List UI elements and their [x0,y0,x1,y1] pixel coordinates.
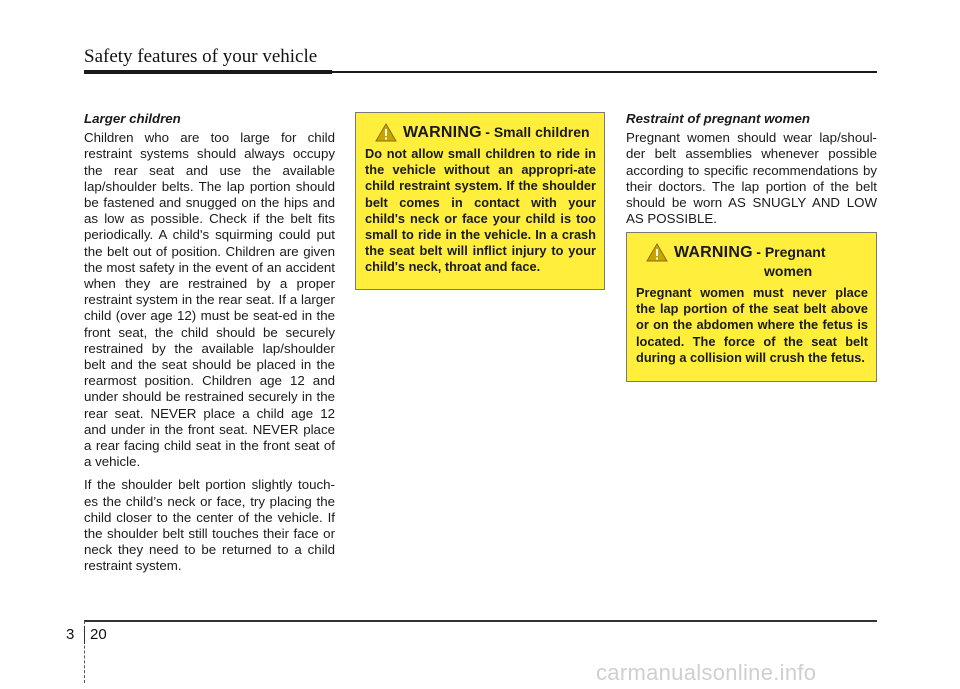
header-rule-thick [84,70,332,74]
warning-label: WARNING [674,244,753,261]
right-column [626,111,877,234]
warning-triangle-icon [375,123,397,142]
page-number: 20 [90,626,107,643]
warning-subtitle-line-1: - Pregnant [756,244,826,260]
larger-children-paragraph-1: Children who are too large for child restraint systems should always occupy the rear seat and use the available lap/shoulder belts. The lap portion should be fastened and snugged on the hips and as low as possible. Check if the belt fits periodically. A child's squirming could put the belt out of position. Children are given the most safety in the event of an accident when they are restrained by a proper restraint system in the rear seat. If a larger child (over age 12) must be seat-ed in the front seat, the child should be securely restrained by the available lap/shoulder belt and the seat should be placed in the rearmost position. Children age 12 and under should be restrained securely in the rear seat. NEVER place a child age 12 and under in the front seat. NEVER place a rear facing child seat in the front seat of a vehicle. [84,130,335,470]
page-title: Safety features of your vehicle [84,46,318,67]
footer-divider [84,626,85,644]
warning-title [646,243,868,281]
pregnant-women-paragraph: Pregnant women should wear lap/shoul-der belt assemblies whenever possible according to specific recommendations by their doctors. The lap portion of the belt should be worn AS SNUGLY AND LOW AS POSSIBLE. [626,130,877,227]
larger-children-paragraph-2: If the shoulder belt portion slightly touch-es the child’s neck or face, try placing the child closer to the center of the vehicle. If the shoulder belt still touches their face or neck they need to be returned to a child restraint system. [84,477,335,574]
warning-title [375,123,596,142]
warning-body: Pregnant women must never place the lap portion of the seat belt above or on the abdomen where the fetus is located. The force of the seat belt during a collision will crush the fetus. [636,285,868,365]
larger-children-heading: Larger children [84,111,181,126]
footer-rule [84,620,877,622]
warning-subtitle-line-2: women [764,263,813,279]
warning-box-small-children [355,112,605,290]
warning-subtitle: - Small children [485,124,590,140]
warning-triangle-icon [646,243,668,262]
pregnant-women-heading: Restraint of pregnant women [626,111,810,126]
warning-label: WARNING [403,124,482,141]
header-rule-thin [332,71,877,73]
warning-box-pregnant-women [626,232,877,382]
left-column [84,111,335,582]
chapter-number: 3 [66,626,75,643]
watermark: carmanualsonline.info [596,660,817,685]
warning-body: Do not allow small children to ride in the vehicle without an appropri-ate child restraint system. If the shoulder belt comes in contact with your child's neck or face your child is too small to ride in the vehicle. In a crash the seat belt will inflict injury to your child's neck, throat and face. [365,146,596,275]
